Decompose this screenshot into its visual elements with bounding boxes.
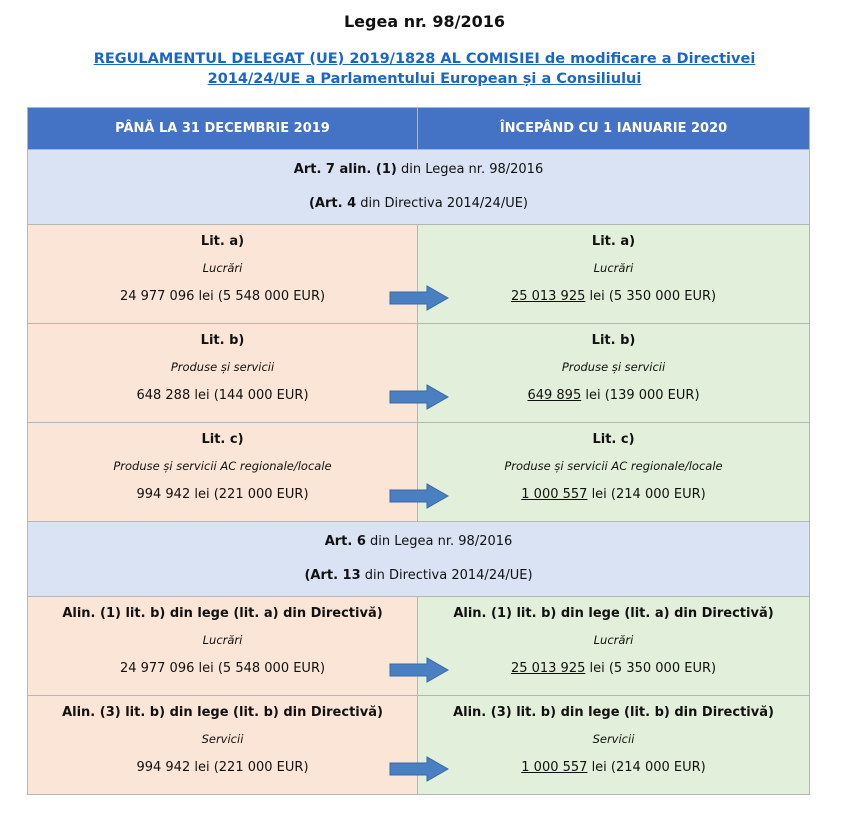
section-1-directive: din Directiva 2014/24/UE) [356,196,529,211]
old-amount: 648 288 lei (144 000 EUR) [136,388,309,403]
new-amount [418,752,809,794]
lit-label: Lit. b) [591,333,636,348]
new-amount [418,281,809,323]
category-label: Produse și servicii [170,360,275,374]
section-2-directive: din Directiva 2014/24/UE) [360,568,533,583]
section-row [28,150,810,225]
right-arrow-icon [389,384,449,410]
new-amount-lei: 25 013 925 [510,289,586,304]
new-amount-lei: 649 895 [527,388,582,403]
section-2-open: ( [304,568,311,583]
section-2-directive-article: Art. 13 [310,568,361,583]
section-2-law: din Legea nr. 98/2016 [365,534,513,549]
old-amount: 994 942 lei (221 000 EUR) [136,760,309,775]
new-amount [418,653,809,695]
thresholds-table [27,107,810,795]
category-label: Lucrări [593,633,634,647]
right-arrow-icon [389,285,449,311]
new-amount-rest: lei (139 000 EUR) [581,388,700,403]
lit-label: Lit. a) [591,234,636,249]
old-amount: 994 942 lei (221 000 EUR) [136,487,309,502]
category-label: Servicii [592,732,635,746]
left-cell [28,696,418,795]
category-label: Lucrări [593,261,634,275]
category-label: Lucrări [202,261,243,275]
section-1-cell [28,150,810,225]
table-row [28,696,810,795]
left-cell [28,423,418,522]
new-amount-lei: 1 000 557 [521,487,588,502]
alin-label: Alin. (1) lit. b) din lege (lit. a) din Directivă) [62,606,383,621]
right-cell [418,324,810,423]
section-2-cell [28,522,810,597]
right-cell [418,225,810,324]
lit-label: Lit. a) [200,234,245,249]
right-cell [418,696,810,795]
subtitle[interactable] [40,49,809,89]
alin-label: Alin. (3) lit. b) din lege (lit. b) din Directivă) [453,705,774,720]
header-right: ÎNCEPÂND CU 1 IANUARIE 2020 [418,108,810,150]
section-2-article: Art. 6 [324,534,366,549]
new-amount [418,380,809,422]
category-label: Servicii [201,732,244,746]
left-cell [28,597,418,696]
table-row [28,423,810,522]
new-amount-rest: lei (214 000 EUR) [587,487,706,502]
lit-label: Lit. b) [200,333,245,348]
old-amount: 24 977 096 lei (5 548 000 EUR) [119,289,326,304]
lit-label: Lit. c) [201,432,244,447]
page-title: Legea nr. 98/2016 [343,12,505,31]
subtitle-link[interactable] [94,51,756,87]
new-amount-lei: 25 013 925 [510,661,586,676]
section-1-article: Art. 7 alin. (1) [293,162,397,177]
section-row [28,522,810,597]
right-cell [418,597,810,696]
alin-label: Alin. (1) lit. b) din lege (lit. a) din Directivă) [453,606,774,621]
table-row [28,597,810,696]
right-cell [418,423,810,522]
old-amount: 24 977 096 lei (5 548 000 EUR) [119,661,326,676]
new-amount-rest: lei (214 000 EUR) [587,760,706,775]
right-arrow-icon [389,657,449,683]
category-label: Produse și servicii AC regionale/locale [504,459,723,473]
header-left: PÂNĂ LA 31 DECEMBRIE 2019 [28,108,418,150]
left-cell [28,225,418,324]
lit-label: Lit. c) [592,432,635,447]
section-1-open: ( [308,196,315,211]
new-amount-rest: lei (5 350 000 EUR) [585,289,717,304]
new-amount-lei: 1 000 557 [521,760,588,775]
subtitle-line-1: REGULAMENTUL DELEGAT (UE) 2019/1828 AL COMISIEI de modificare a Directivei [93,51,756,67]
category-label: Lucrări [202,633,243,647]
table-row [28,324,810,423]
subtitle-line-2: 2014/24/UE a Parlamentului European și a Consiliului [207,71,642,87]
category-label: Produse și servicii AC regionale/locale [113,459,332,473]
alin-label: Alin. (3) lit. b) din lege (lit. b) din Directivă) [62,705,383,720]
new-amount-rest: lei (5 350 000 EUR) [585,661,717,676]
new-amount [418,479,809,521]
right-arrow-icon [389,483,449,509]
table-row [28,225,810,324]
section-1-law: din Legea nr. 98/2016 [396,162,544,177]
category-label: Produse și servicii [561,360,666,374]
left-cell [28,324,418,423]
table-header-row [28,108,810,150]
section-1-directive-article: Art. 4 [314,196,357,211]
right-arrow-icon [389,756,449,782]
